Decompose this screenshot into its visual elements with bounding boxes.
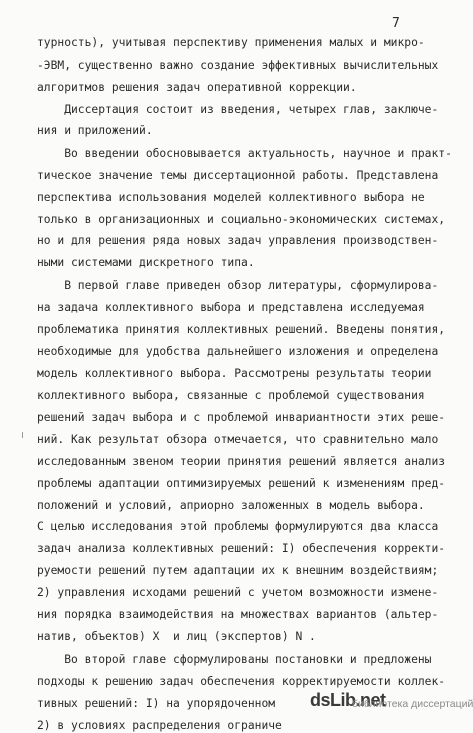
text-line: решений задач выбора и с проблемой инвариантности этих реше- <box>37 411 446 424</box>
text-line: ния и приложений. <box>37 124 153 137</box>
text-line: подходы к решению задач обеспечения корректируемости коллек- <box>37 675 446 688</box>
watermark-subtitle: библиотека диссертаций <box>352 698 473 710</box>
text-line: перспектива использования моделей коллективного выбора не <box>37 191 425 204</box>
text-line: Во второй главе сформулированы постановки и предложены <box>37 653 432 666</box>
text-line: руемости решений путем адаптации их к внешним воздействиям; <box>37 564 439 577</box>
text-line: на задача коллективного выбора и представлена исследуемая <box>37 301 425 314</box>
text-line: положений и условий, априорно заложенных в модель выбора. <box>37 499 425 512</box>
page-number: 7 <box>392 16 400 31</box>
text-line: Во введении обосновывается актуальность, научное и практ- <box>37 147 452 160</box>
watermark <box>308 690 473 713</box>
watermark-logo: dsLib.net <box>310 690 386 710</box>
text-line: С целью исследования этой проблемы формулируются два класса <box>37 520 439 533</box>
text-line: задач анализа коллективных решений: I) обеспечения корректи- <box>37 542 446 555</box>
text-line: только в организационных и социально-экономических системах, <box>37 213 446 226</box>
text-line: проблематика принятия коллективных решений. Введены понятия, <box>37 323 446 336</box>
text-line: Диссертация состоит из введения, четырех глав, заключе- <box>37 103 439 116</box>
text-line: ными системами дискретного типа. <box>37 256 255 269</box>
text-line: алгоритмов решения задач оперативной коррекции. <box>37 81 357 94</box>
text-line: тивных решений: I) на упорядоченном <box>37 697 276 710</box>
text-line: натив, объектов) X и лиц (экспертов) N . <box>37 630 316 643</box>
text-line: В первой главе приведен обзор литературы, сформулирова- <box>37 279 439 292</box>
text-line: исследованным звеном теории принятия решений является анализ <box>37 455 446 468</box>
text-line: необходимые для удобства дальнейшего изложения и определена <box>37 345 439 358</box>
text-line: ний. Как результат обзора отмечается, что сравнительно мало <box>37 433 439 446</box>
text-line: ния порядка взаимодействия на множествах вариантов (альтер- <box>37 608 439 621</box>
text-line: -ЭВМ, существенно важно создание эффективных вычислительных <box>37 59 439 72</box>
text-line: проблемы адаптации оптимизируемых решений к изменениям пред- <box>37 477 446 490</box>
text-line: тическое значение темы диссертационной работы. Представлена <box>37 169 439 182</box>
margin-mark <box>22 432 23 438</box>
text-line: но и для решения ряда новых задач управления производствен- <box>37 234 439 247</box>
text-line: коллективного выбора, связанные с проблемой существования <box>37 389 425 402</box>
text-line: 2) в условиях распределения ограниче <box>37 719 282 732</box>
text-line: модель коллективного выбора. Рассмотрены результаты теории <box>37 367 432 380</box>
text-line: 2) управления исходами решений с учетом возможности измене- <box>37 586 439 599</box>
text-line: турность), учитывая перспективу применения малых и микро- <box>37 36 425 49</box>
